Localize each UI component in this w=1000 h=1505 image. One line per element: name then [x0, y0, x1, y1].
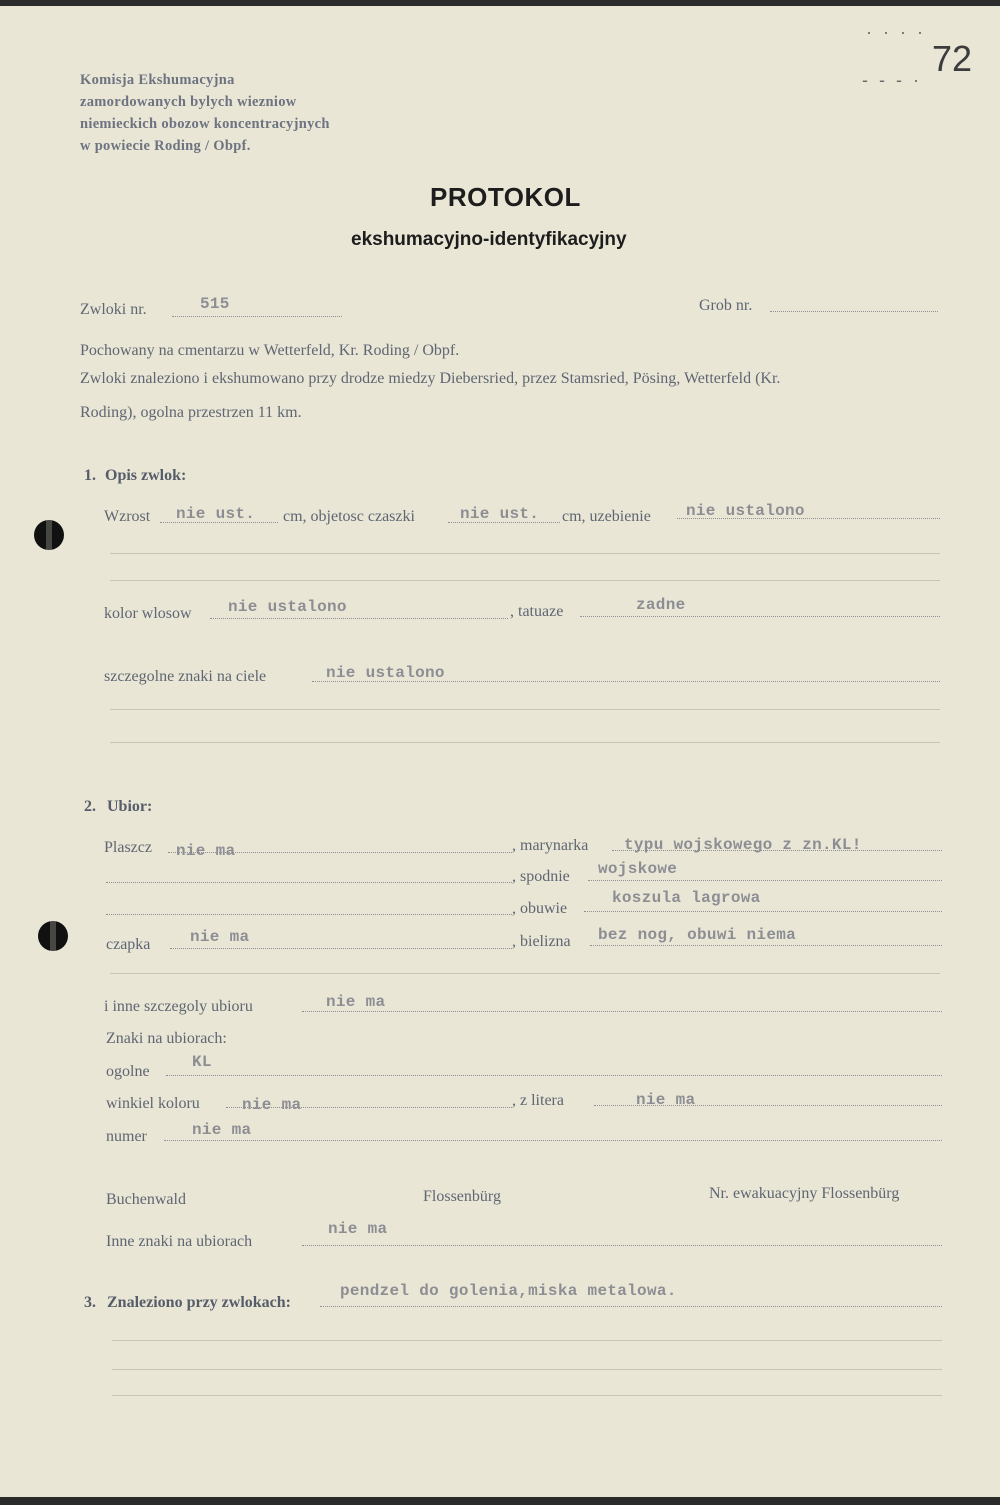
uzebienie-value: nie ustalono	[686, 502, 805, 520]
nr-ewakuacyjny-label: Nr. ewakuacyjny Flossenbürg	[709, 1185, 900, 1202]
intro-line-2: Zwloki znaleziono i ekshumowano przy drodze miedzy Diebersried, przez Stamsried, Pösing, Wetterfeld (Kr.	[80, 370, 781, 387]
ruled-line	[110, 973, 940, 974]
ogolne-field-line	[166, 1075, 942, 1076]
header-line-3: niemieckich obozow koncentracyjnych	[80, 116, 330, 132]
inne-znaki-field-line	[302, 1245, 942, 1246]
czapka-value: nie ma	[190, 928, 250, 946]
section-1-heading: Opis zwlok:	[105, 467, 187, 484]
znaki-cialo-label: szczegolne znaki na ciele	[104, 668, 267, 685]
section-2-number: 2.	[84, 798, 96, 815]
inne-znaki-label: Inne znaki na ubiorach	[106, 1233, 253, 1250]
pencil-dashes: - - - ·	[862, 70, 922, 90]
ogolne-label: ogolne	[106, 1063, 150, 1080]
grob-label: Grob nr.	[699, 297, 753, 314]
section-1-number: 1.	[84, 467, 96, 484]
ruled-line	[112, 1340, 942, 1341]
znaki-cialo-value: nie ustalono	[326, 664, 445, 682]
zwloki-value: 515	[200, 295, 230, 313]
ogolne-value: KL	[192, 1053, 212, 1071]
ruled-line	[110, 742, 940, 743]
ruled-line	[112, 1369, 942, 1370]
intro-line-1: Pochowany na cmentarzu w Wetterfeld, Kr. Roding / Obpf.	[80, 342, 460, 359]
spodnie-field-line	[588, 880, 942, 881]
bielizna-field-line	[590, 945, 942, 946]
znaleziono-field-line	[320, 1306, 942, 1307]
kolor-label: kolor wlosow	[104, 605, 192, 622]
page-title: PROTOKOL	[430, 182, 581, 212]
scan-edge-bottom	[0, 1497, 1000, 1505]
winkiel-value: nie ma	[242, 1096, 302, 1114]
cm-uzebienie-label: cm, uzebienie	[562, 508, 651, 525]
obuwie-value: koszula lagrowa	[612, 889, 761, 907]
header-line-1: Komisja Ekshumacyjna	[80, 72, 235, 88]
buchenwald-label: Buchenwald	[106, 1191, 186, 1208]
marynarka-label: , marynarka	[512, 837, 589, 854]
spodnie-left-line	[106, 882, 512, 883]
tatuaze-field-line	[580, 616, 940, 617]
obuwie-left-line	[106, 914, 512, 915]
obuwie-label: , obuwie	[512, 900, 568, 917]
spodnie-value: wojskowe	[598, 860, 678, 878]
zwloki-label: Zwloki nr.	[80, 301, 147, 318]
punch-hole-bottom	[38, 921, 68, 951]
czaszka-value: nie ust.	[460, 505, 540, 523]
section-3-heading: Znaleziono przy zwlokach:	[107, 1294, 291, 1311]
section-2-heading: Ubior:	[107, 798, 153, 815]
tatuaze-label: , tatuaze	[510, 603, 564, 620]
ruled-line	[112, 1395, 942, 1396]
plaszcz-value: nie ma	[176, 842, 236, 860]
spodnie-label: , spodnie	[512, 868, 570, 885]
pencil-dots: · · · ·	[866, 22, 926, 42]
wzrost-value: nie ust.	[176, 505, 256, 523]
inne-szczegoly-value: nie ma	[326, 993, 386, 1011]
kolor-field-line	[210, 618, 508, 619]
winkiel-label: winkiel koloru	[106, 1095, 200, 1112]
flossenburg-label: Flossenbürg	[423, 1188, 501, 1205]
section-3-number: 3.	[84, 1294, 96, 1311]
obuwie-field-line	[584, 911, 942, 912]
page-subtitle: ekshumacyjno-identyfikacyjny	[351, 229, 627, 250]
numer-value: nie ma	[192, 1121, 252, 1139]
header-line-2: zamordowanych bylych wiezniow	[80, 94, 297, 110]
tatuaze-value: zadne	[636, 596, 686, 614]
znaki-ubiorach-heading: Znaki na ubiorach:	[106, 1030, 227, 1047]
punch-hole-top	[34, 520, 64, 550]
czapka-field-line	[170, 948, 512, 949]
inne-szczegoly-field-line	[302, 1011, 942, 1012]
numer-field-line	[164, 1140, 942, 1141]
ruled-line	[110, 580, 940, 581]
bielizna-label: , bielizna	[512, 933, 571, 950]
ruled-line	[110, 553, 940, 554]
grob-field-line	[770, 311, 938, 312]
litera-label: , z litera	[512, 1092, 564, 1109]
intro-line-3: Roding), ogolna przestrzen 11 km.	[80, 404, 302, 421]
zwloki-field-line	[172, 316, 342, 317]
kolor-value: nie ustalono	[228, 598, 347, 616]
litera-value: nie ma	[636, 1091, 696, 1109]
inne-znaki-value: nie ma	[328, 1220, 388, 1238]
wzrost-label: Wzrost	[104, 508, 151, 525]
scan-edge-top	[0, 0, 1000, 6]
ruled-line	[110, 709, 940, 710]
znaleziono-value: pendzel do golenia,miska metalowa.	[340, 1282, 677, 1300]
bielizna-value: bez nog, obuwi niema	[598, 926, 797, 944]
header-line-4: w powiecie Roding / Obpf.	[80, 138, 251, 154]
czapka-label: czapka	[106, 936, 151, 953]
marynarka-value: typu wojskowego z zn.KL!	[624, 836, 862, 854]
numer-label: numer	[106, 1128, 147, 1145]
page-number: 72	[932, 38, 973, 79]
cm-objetosc-label: cm, objetosc czaszki	[283, 508, 415, 525]
inne-szczegoly-label: i inne szczegoly ubioru	[104, 998, 253, 1015]
plaszcz-label: Plaszcz	[104, 839, 152, 856]
